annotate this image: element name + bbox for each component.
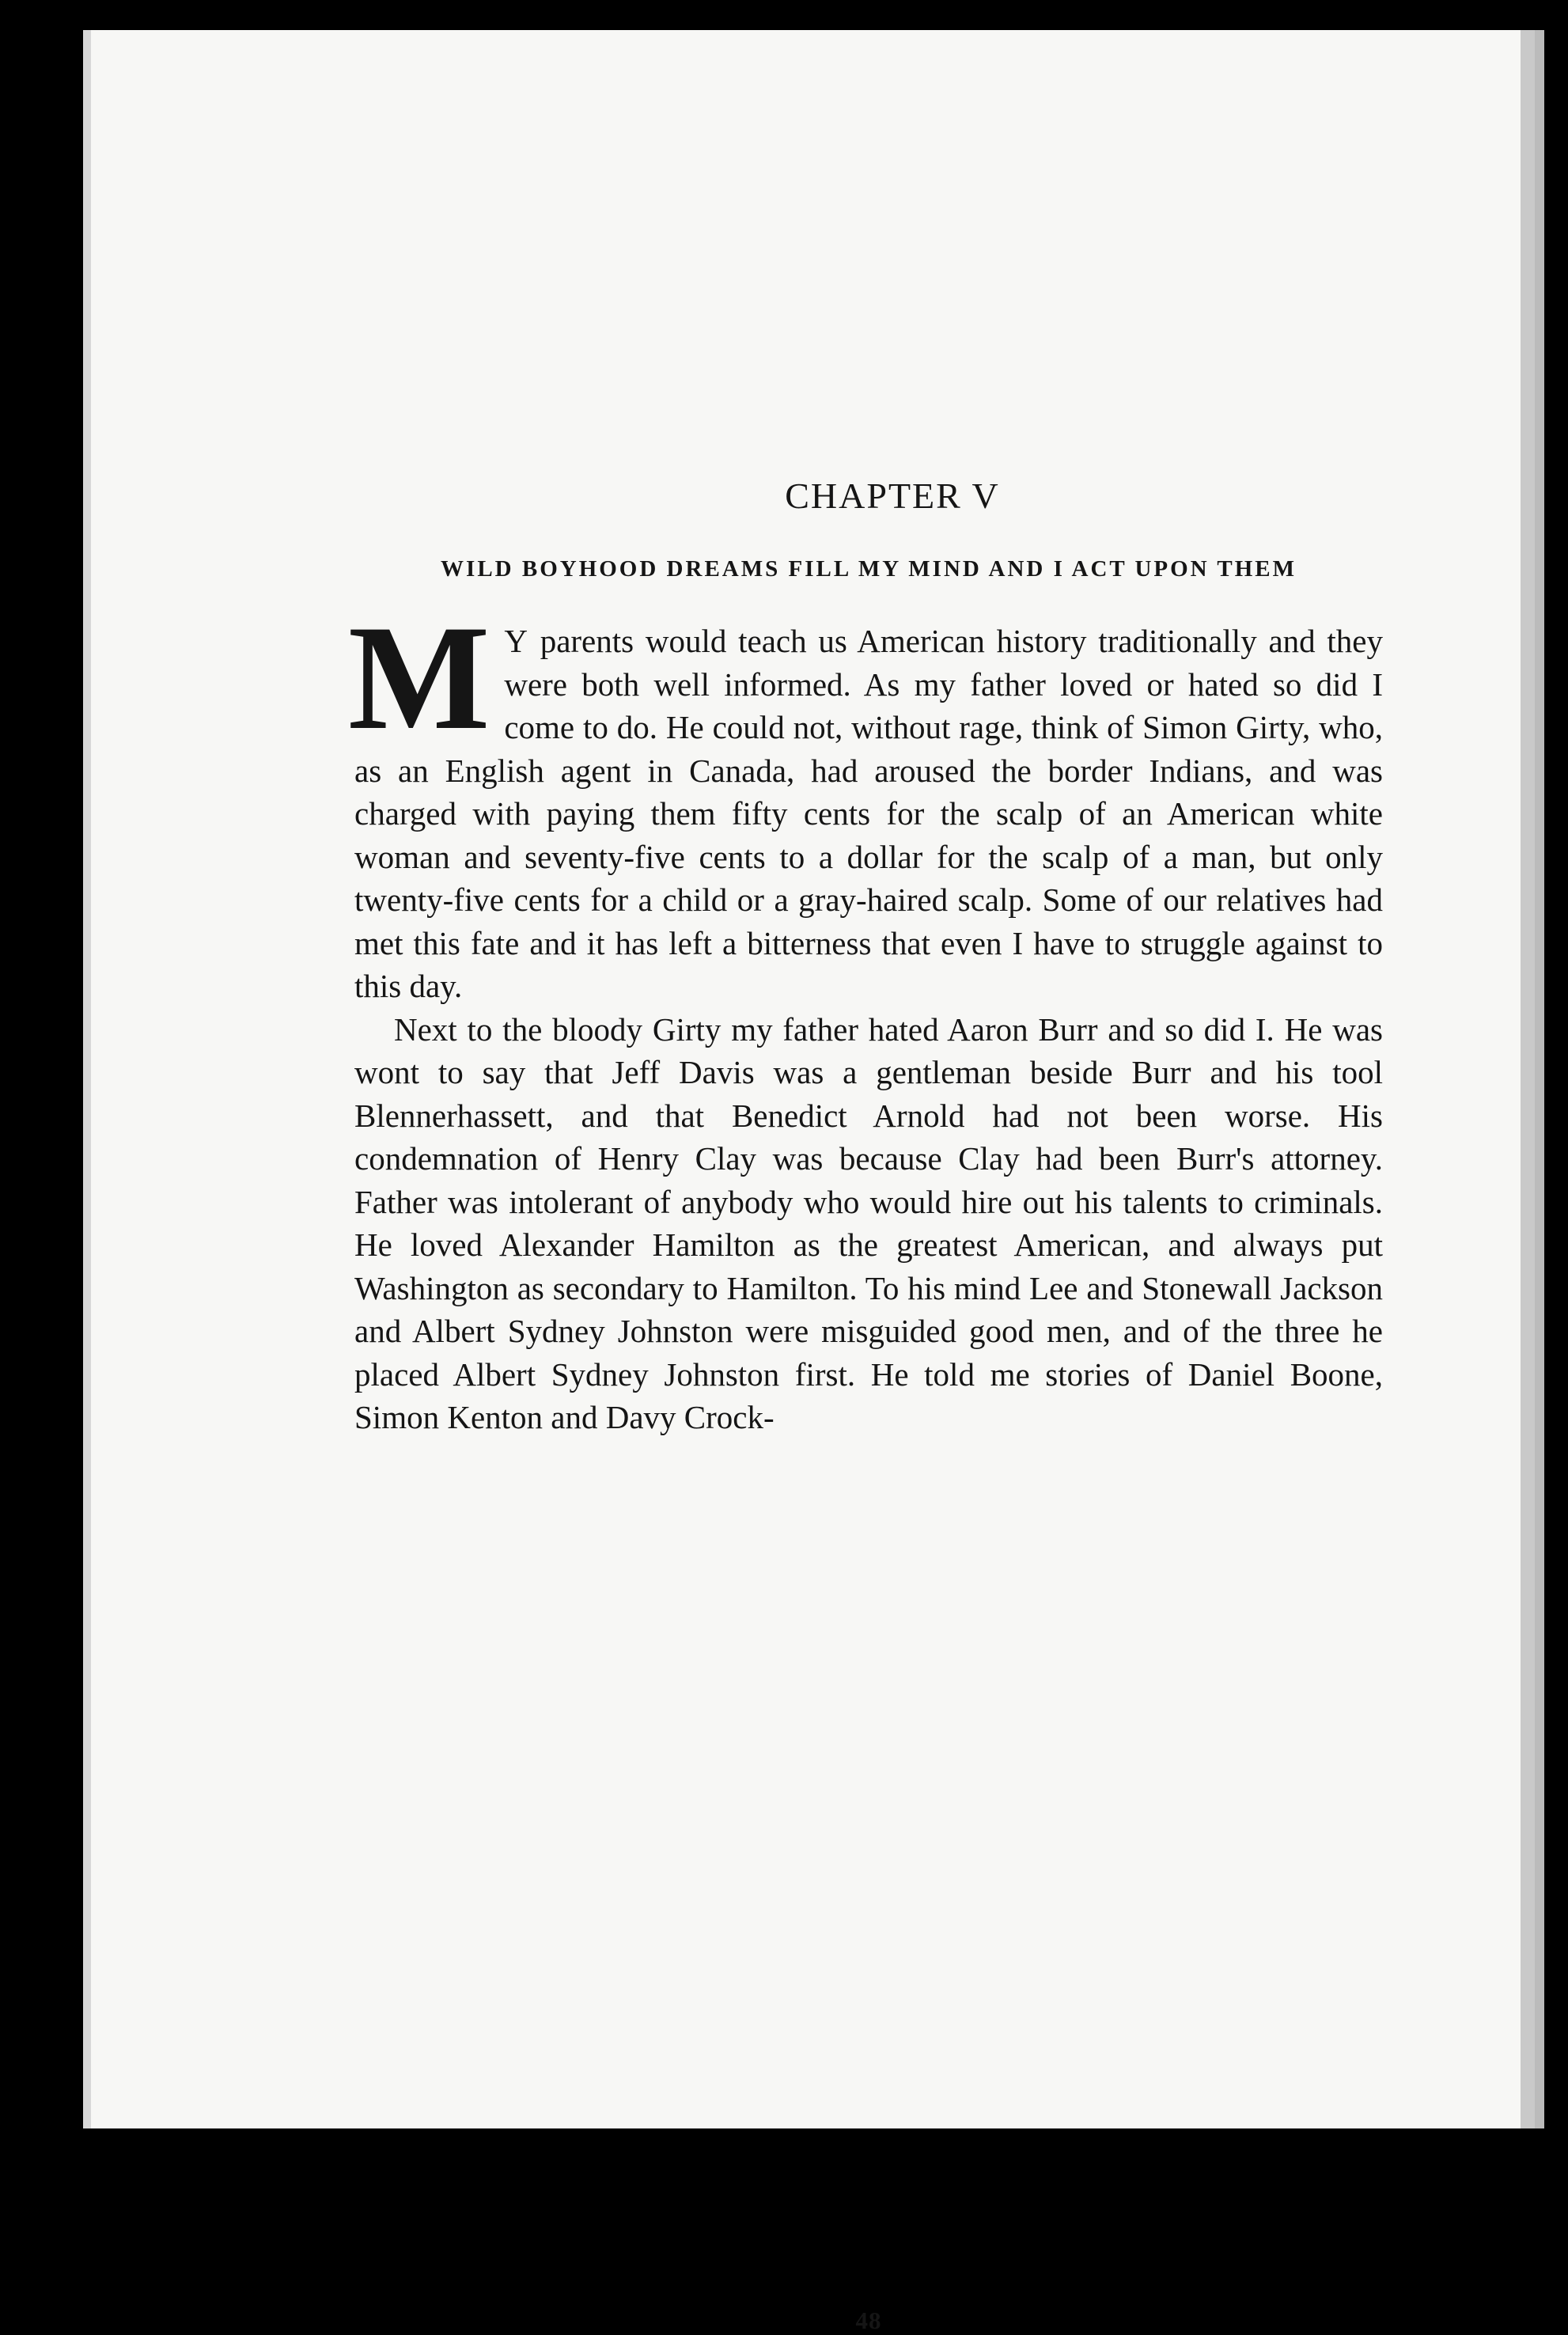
chapter-title: CHAPTER V <box>785 476 1000 516</box>
page-number: 48 <box>855 2307 882 2334</box>
page-content <box>348 475 1383 2334</box>
chapter-subtitle: WILD BOYHOOD DREAMS FILL MY MIND AND I ACT UPON THEM <box>441 556 1297 582</box>
paragraph-1 <box>348 595 1383 1008</box>
body-text <box>348 595 1383 1439</box>
drop-cap: M <box>348 595 490 761</box>
paragraph-2: Next to the bloody Girty my father hated Aaron Burr and so did I. He was wont to say that Jeff Davis was a gentleman beside Burr and his tool Blennerhassett, and that Benedict Arnold had not been worse. His condemnation of Henry Clay was because Clay had been Burr's attorney. Father was intolerant of anybody who would hire out his talents to criminals. He loved Alexander Hamilton as the greatest American, and always put Washington as secondary to Hamilton. To his mind Lee and Stonewall Jackson and Albert Sydney Johnston were misguided good men, and of the three he placed Albert Sydney Johnston first. He told me stories of Daniel Boone, Simon Kenton and Davy Crock- <box>354 1010 1383 1435</box>
page-edge <box>1535 30 1544 2128</box>
paragraph-1-lead: Y <box>504 623 528 659</box>
paragraph-1-text: parents would teach us American history traditionally and they were both well informed. As my father loved or hated so did I come to do. He could not, without rage, think of Simon Girty, who, as an English agent in Canada, had aroused the border Indians, and was charged with paying them fifty cents for the scalp of an American white woman and seventy-five cents to a dollar for the scalp of a man, but only twenty-five cents for a child or a gray-haired scalp. Some of our relatives had met this fate and it has left a bitterness that even I have to struggle against to this day. <box>354 623 1383 1004</box>
